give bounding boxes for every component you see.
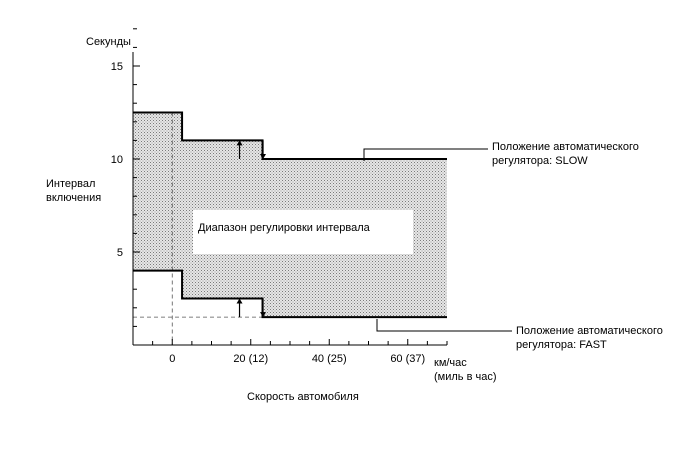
x-tick-labels [169,353,425,365]
x-tick-label: 60 (37) [390,353,426,365]
band-group [133,113,447,318]
x-minor-ticks [153,339,447,345]
x-axis-title: Скорость автомобиля [247,391,359,403]
x-tick-label: 20 (12) [233,353,269,365]
x-tick-label: 0 [169,353,176,365]
y-axis-side-label-line1: Интервал [46,178,96,190]
fast-leader-line [377,319,512,331]
fast-label-line2: регулятора: FAST [516,339,607,351]
x-unit-line2: (миль в час) [434,371,497,383]
y-axis-side-label-line2: включения [46,192,102,204]
slow-label-line2: регулятора: SLOW [492,155,588,167]
x-unit-line1: км/час [434,357,467,369]
fast-callout [377,319,663,351]
y-axis-title: Секунды [86,36,131,48]
y-tick-label: 15 [110,61,123,73]
band-label: Диапазон регулировки интервала [198,222,370,234]
x-tick-label: 40 (25) [311,353,347,365]
y-tick-labels [111,61,123,259]
y-tick-label: 10 [110,154,123,166]
y-tick-label: 5 [116,247,123,259]
slow-label-line1: Положение автоматического [492,141,639,153]
fast-label-line1: Положение автоматического [516,325,663,337]
